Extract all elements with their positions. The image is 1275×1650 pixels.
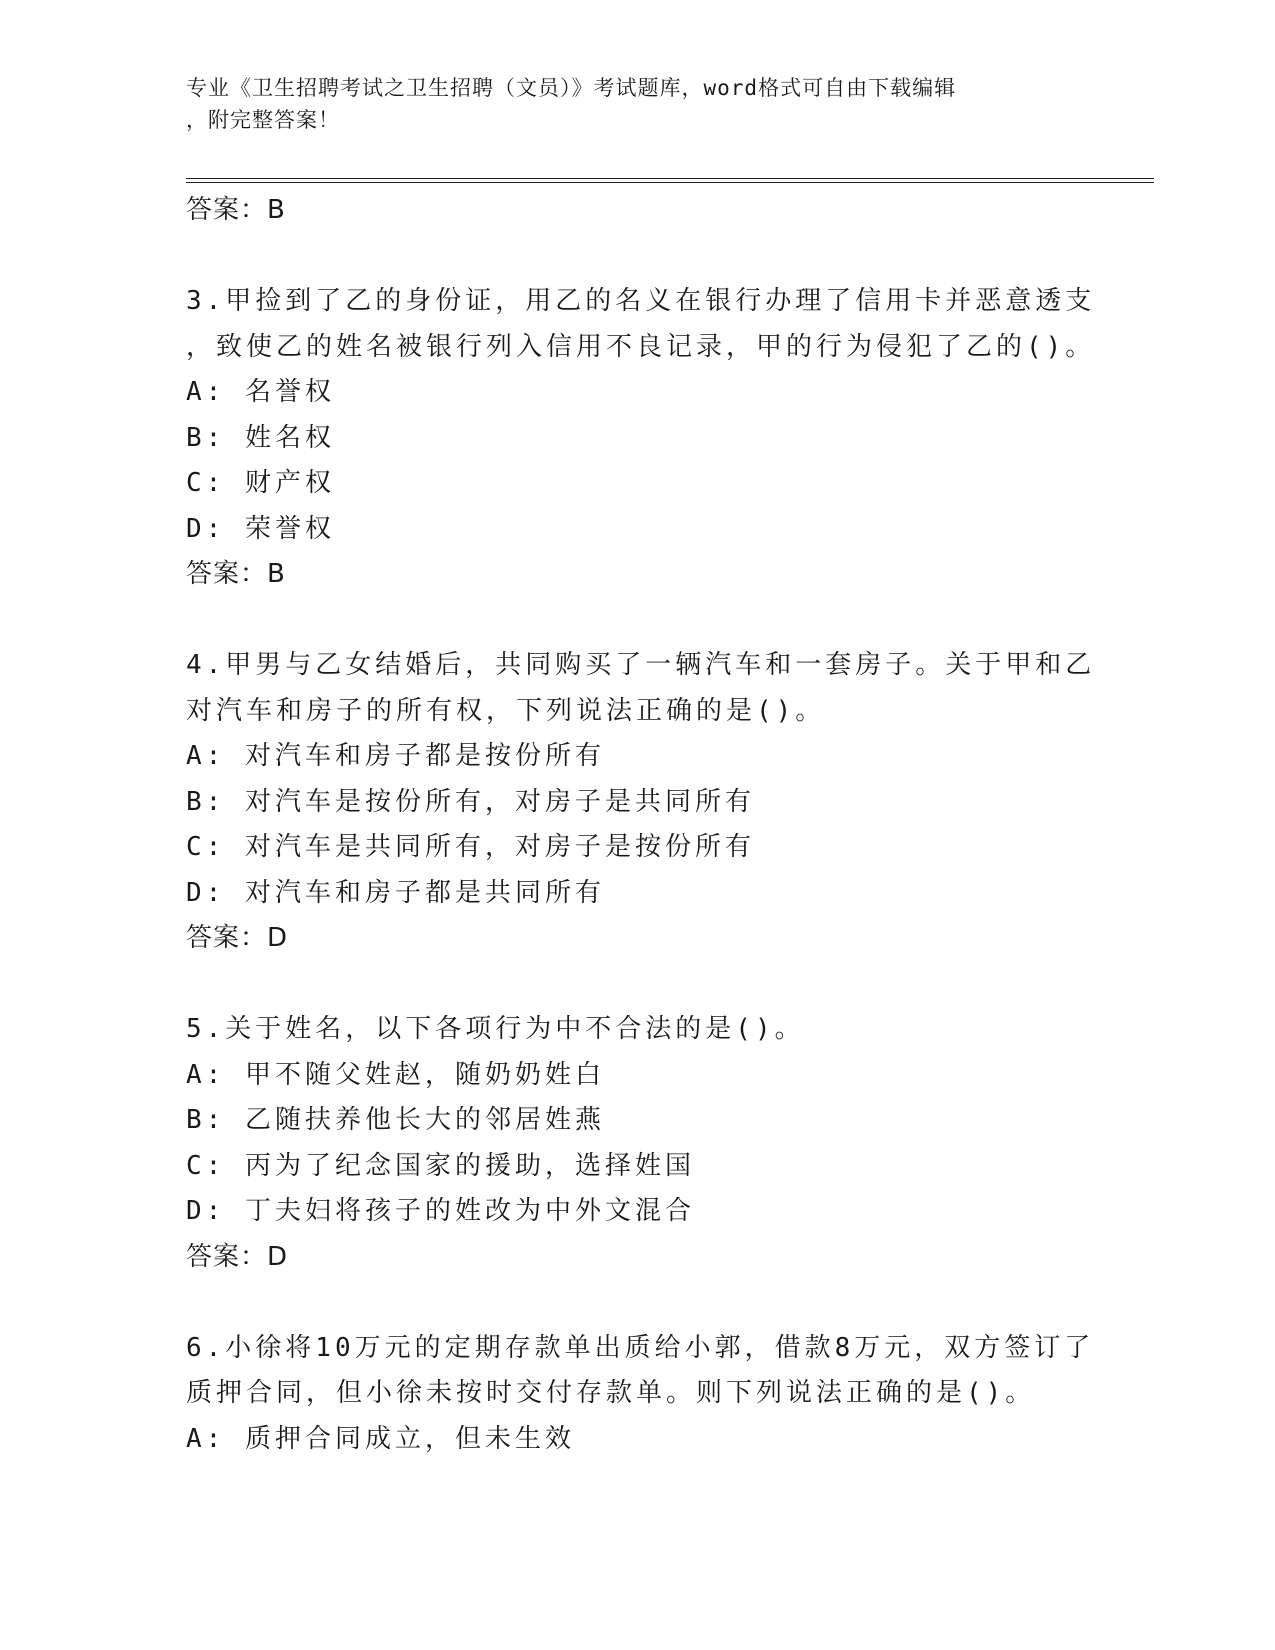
question-6	[186, 1326, 1095, 1463]
option-a: A: 质押合同成立，但未生效	[186, 1423, 575, 1454]
option-d: D: 对汽车和房子都是共同所有	[186, 877, 605, 908]
option-c: C: 丙为了纪念国家的援助，选择姓国	[186, 1150, 695, 1181]
spacer	[186, 598, 1086, 644]
question-text: 6.小徐将10万元的定期存款单出质给小郭，借款8万元，双方签订了	[186, 1332, 1095, 1363]
header-line-1: 专业《卫生招聘考试之卫生招聘（文员）》考试题库，word格式可自由下载编辑	[186, 76, 957, 100]
option-b: B: 对汽车是按份所有，对房子是共同所有	[186, 786, 755, 817]
question-text: ，致使乙的姓名被银行列入信用不良记录，甲的行为侵犯了乙的()。	[186, 331, 1096, 362]
option-b: B: 姓名权	[186, 422, 335, 453]
question-text: 5.关于姓名，以下各项行为中不合法的是()。	[186, 1014, 805, 1044]
question-list	[186, 188, 1096, 1462]
option-a: A: 名誉权	[186, 377, 335, 407]
document-header	[186, 72, 1086, 136]
question-text: 质押合同，但小徐未按时交付存款单。则下列说法正确的是()。	[186, 1378, 1036, 1408]
question-text: 3.甲捡到了乙的身份证，用乙的名义在银行办理了信用卡并恶意透支	[186, 286, 1096, 316]
option-d: D: 丁夫妇将孩子的姓改为中外文混合	[186, 1196, 695, 1226]
answer: 答案：B	[186, 559, 286, 589]
header-line-2: ，附完整答案！	[186, 108, 340, 132]
answer: 答案：D	[186, 923, 289, 953]
question-3	[186, 279, 1096, 598]
spacer	[186, 234, 1086, 280]
answer-previous: 答案：B	[186, 195, 286, 225]
question-text: 对汽车和房子的所有权，下列说法正确的是()。	[186, 695, 826, 726]
header-divider	[186, 178, 1154, 183]
answer: 答案：D	[186, 1241, 289, 1272]
question-text: 4.甲男与乙女结婚后，共同购买了一辆汽车和一套房子。关于甲和乙	[186, 650, 1096, 680]
spacer	[186, 962, 1086, 1008]
question-5	[186, 1007, 1086, 1280]
option-c: C: 财产权	[186, 468, 335, 498]
question-4	[186, 643, 1096, 962]
option-c: C: 对汽车是共同所有，对房子是按份所有	[186, 832, 755, 862]
option-b: B: 乙随扶养他长大的邻居姓燕	[186, 1105, 605, 1135]
option-d: D: 荣誉权	[186, 513, 335, 544]
option-a: A: 对汽车和房子都是按份所有	[186, 741, 605, 771]
spacer	[186, 1280, 1086, 1326]
option-a: A: 甲不随父姓赵，随奶奶姓白	[186, 1059, 605, 1090]
